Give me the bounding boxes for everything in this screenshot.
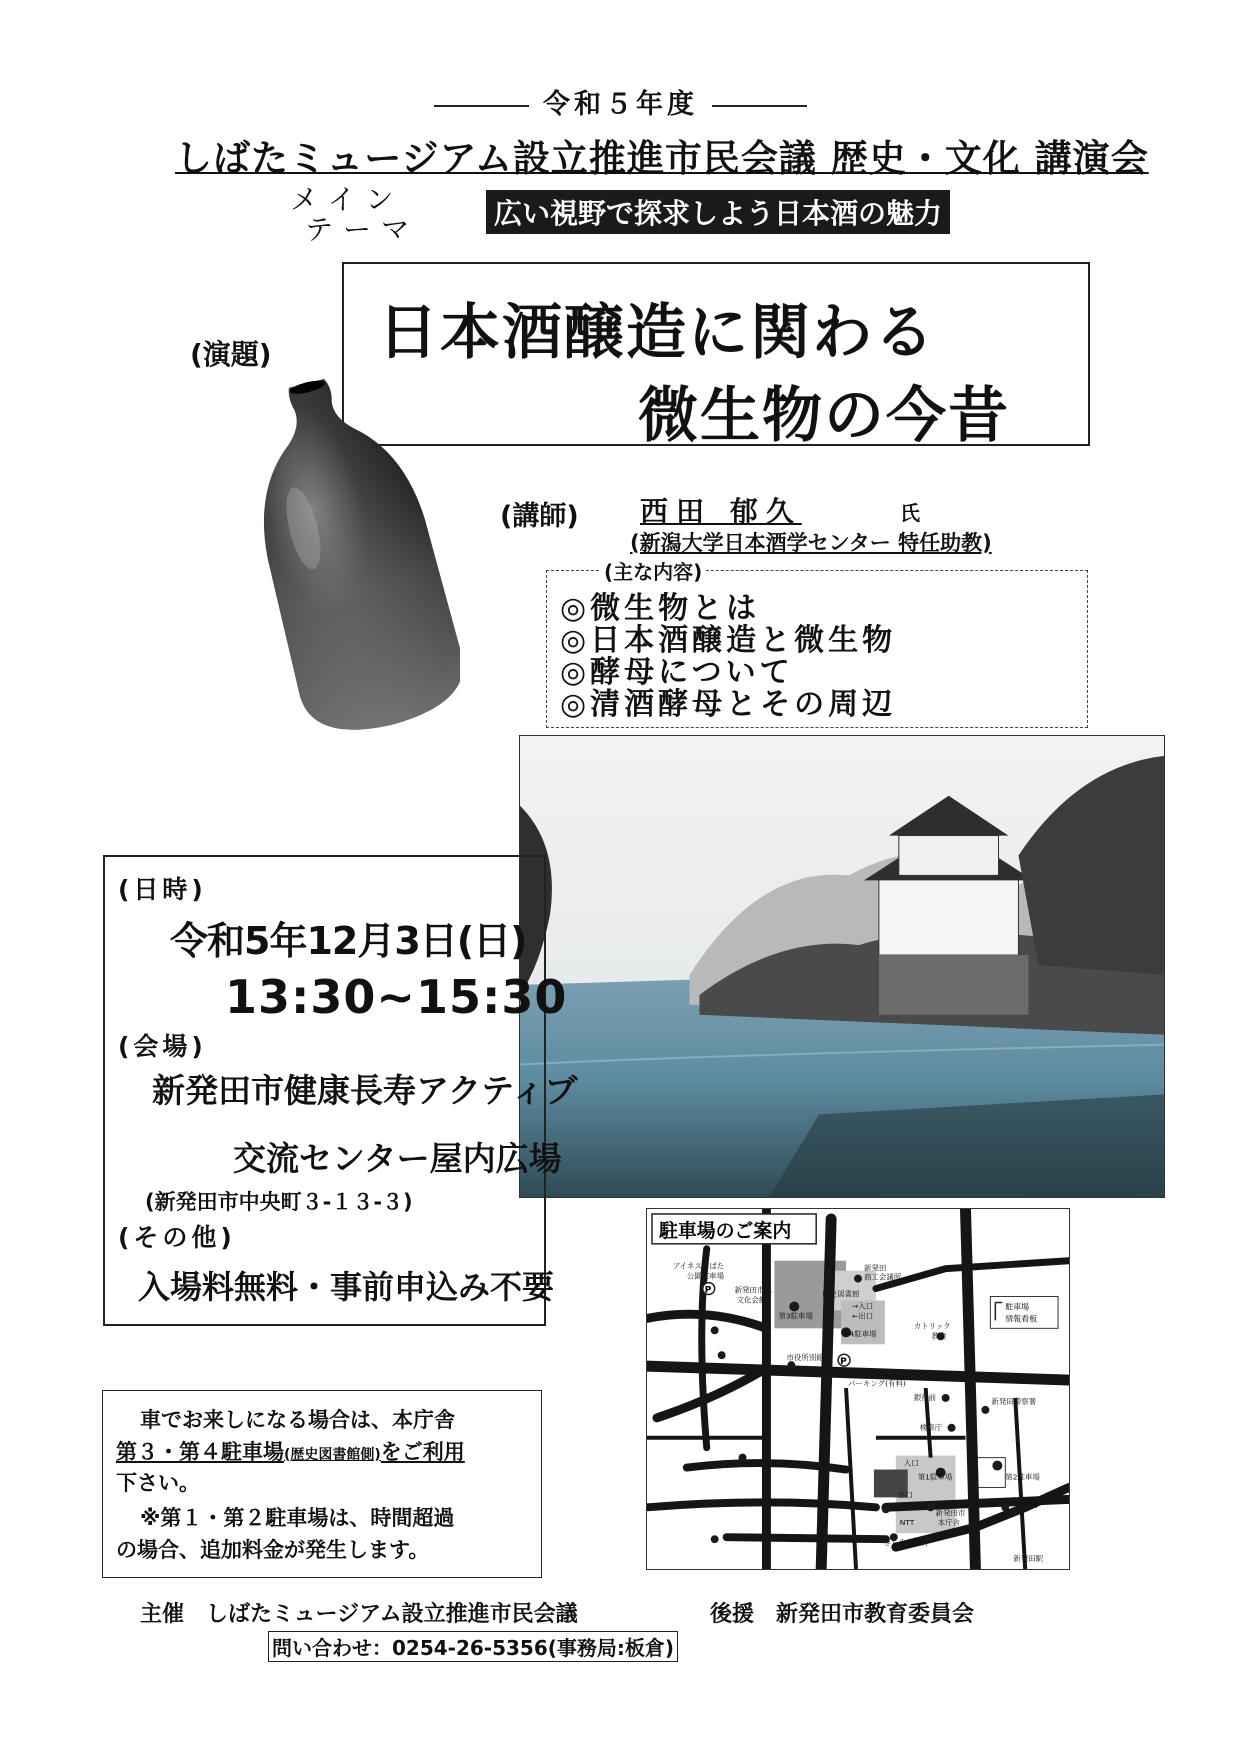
parking-note-line: 下さい。 — [116, 1471, 200, 1495]
supporter: 後援 新発田市教育委員会 — [710, 1602, 975, 1627]
p-icon: P — [704, 1285, 712, 1296]
admission-info: 入場料無料・事前申込み不要 — [138, 1268, 555, 1306]
legend-sign: 情報看板 — [1005, 1314, 1038, 1324]
map-label: アイネスしばた — [672, 1261, 725, 1271]
map-label: 第3駐車場 — [778, 1311, 813, 1321]
parking-note-line — [116, 1436, 465, 1466]
map-label: 新発田駅 — [1013, 1554, 1044, 1564]
theme-label-main: メイン — [290, 183, 404, 216]
event-title: しばたミュージアム設立推進市民会議 歴史・文化 講演会 — [175, 137, 1149, 180]
parking-lots-text: 第３・第４駐車場 — [116, 1440, 284, 1464]
map-label: 銀行前 — [913, 1392, 937, 1402]
topic-line-1: 日本酒醸造に関わる — [378, 298, 936, 368]
map-label: 新発田市民 — [734, 1285, 772, 1295]
map-label: きらやか銀行 — [883, 1538, 929, 1548]
lecturer-affiliation: (新潟大学日本酒学センター 特任助教) — [630, 531, 992, 555]
map-label: 第4駐車場 — [842, 1329, 877, 1339]
castle-photo — [519, 735, 1165, 1198]
legend-parking: 駐車場 — [1005, 1302, 1030, 1312]
topic-line-2: 微生物の今昔 — [638, 381, 1010, 451]
map-label: 新発田警察署 — [991, 1396, 1037, 1406]
event-time: 13:30~15:30 — [225, 970, 568, 1024]
date-label: (日時) — [118, 875, 207, 904]
lecturer-name: 西田 郁久 — [640, 495, 802, 528]
map-label: 歴史図書館 — [822, 1289, 860, 1299]
sake-bottle-image — [240, 378, 460, 736]
map-label: パーキング(有料) — [848, 1379, 906, 1389]
map-label: 入口 — [903, 1458, 919, 1468]
content-item: ◎微生物とは — [560, 591, 761, 626]
map-label: 公園駐車場 — [686, 1271, 725, 1281]
lecturer-label: (講師) — [500, 501, 579, 532]
theme-label-theme: テーマ — [305, 213, 420, 246]
map-label: 出口 — [897, 1490, 913, 1500]
contents-label: (主な内容) — [600, 556, 706, 585]
rule-right — [712, 105, 807, 107]
parking-map — [646, 1208, 1070, 1570]
map-label: 本庁舎 — [937, 1518, 961, 1528]
other-label: (その他) — [118, 1223, 236, 1252]
event-date: 令和5年12月3日(日) — [170, 919, 527, 963]
map-label: 第2駐車場 — [1005, 1472, 1040, 1482]
map-label: カトリック — [913, 1321, 951, 1331]
parking-note-line: 車でお来しになる場合は、本庁舎 — [140, 1408, 455, 1432]
map-label: 第1駐車場 — [917, 1472, 953, 1482]
map-label: 検察庁 — [919, 1422, 943, 1432]
map-label: 新発田 — [863, 1263, 887, 1273]
map-label: 市役所別館 — [786, 1353, 824, 1363]
venue-name-line-2: 交流センター屋内広場 — [233, 1139, 562, 1178]
map-label: 文化会館 — [736, 1295, 767, 1305]
parking-use-text: をご利用 — [380, 1440, 465, 1464]
lecturer-honorific: 氏 — [900, 501, 920, 525]
map-label: 歯科医 — [1015, 1500, 1038, 1510]
map-label: →入口 — [852, 1301, 874, 1311]
year-heading — [0, 82, 1241, 121]
rule-left — [434, 105, 529, 107]
map-label: NTT — [899, 1518, 915, 1528]
parking-note-line: の場合、追加料金が発生します。 — [116, 1538, 430, 1562]
map-label: セントラル — [848, 1369, 886, 1379]
main-theme: 広い視野で探求しよう日本酒の魅力 — [486, 190, 950, 234]
map-label: ←出口 — [852, 1311, 874, 1321]
year-text: 令和５年度 — [543, 89, 698, 120]
venue-label: (会場) — [118, 1032, 207, 1061]
map-label: 教会 — [931, 1331, 947, 1341]
content-item: ◎酵母について — [560, 655, 794, 690]
map-title: 駐車場のご案内 — [658, 1219, 792, 1242]
venue-name-line-1: 新発田市健康長寿アクティブ — [152, 1071, 578, 1110]
venue-address: (新発田市中央町３-１３-３) — [145, 1190, 413, 1214]
contact-info: 問い合わせ：0254-26-5356(事務局:板倉) — [268, 1631, 678, 1662]
content-item: ◎清酒酵母とその周辺 — [560, 687, 897, 722]
p-icon: P — [840, 1357, 847, 1368]
content-item: ◎日本酒醸造と微生物 — [560, 623, 897, 658]
topic-label: (演題) — [190, 338, 272, 371]
map-label: 新発田市 — [935, 1508, 966, 1518]
parking-note-line: ※第１・第２駐車場は、時間超過 — [140, 1506, 455, 1530]
parking-lots-note: (歴史図書館側) — [284, 1447, 381, 1463]
organizer: 主催 しばたミュージアム設立推進市民会議 — [140, 1602, 578, 1627]
map-label: 商工会議所 — [863, 1272, 902, 1282]
